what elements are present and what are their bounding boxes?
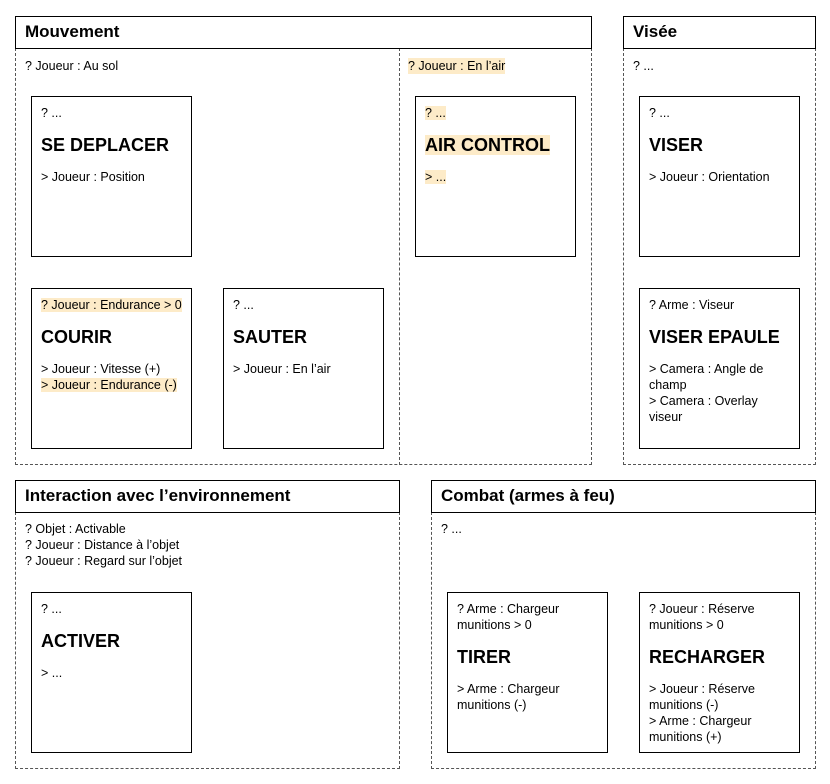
card-effect: > Arme : Chargeur munitions (-) [457, 682, 560, 712]
interaction-conditions [25, 521, 182, 569]
card-effect: > Joueur : Endurance (-) [41, 378, 177, 392]
card-title: SAUTER [233, 327, 308, 347]
card-title: COURIR [41, 327, 112, 347]
card-effect: > Camera : Overlay viseur [649, 394, 758, 424]
visee-header: Visée [623, 16, 816, 49]
card-title: VISER [649, 135, 704, 155]
card-effect: > Camera : Angle de champ [649, 362, 764, 392]
mouvement-header: Mouvement [15, 16, 592, 49]
card-condition: ? ... [233, 298, 254, 312]
card-title: RECHARGER [649, 647, 766, 667]
card-effect: > ... [425, 170, 447, 184]
card-title: VISER EPAULE [649, 327, 780, 347]
card-effect: > Joueur : Orientation [649, 170, 770, 184]
card-tirer[interactable] [447, 592, 608, 753]
card-effect: > Arme : Chargeur munitions (+) [649, 714, 752, 744]
card-activer[interactable] [31, 592, 192, 753]
visee-condition: ? ... [633, 59, 654, 73]
card-effect: > Joueur : Position [41, 170, 145, 184]
card-air-control[interactable] [415, 96, 576, 257]
ground-condition: ? Joueur : Au sol [25, 59, 119, 73]
combat-condition: ? ... [441, 522, 462, 536]
card-sauter[interactable] [223, 288, 384, 449]
interaction-condition: ? Joueur : Distance à l’objet [25, 538, 180, 552]
card-effect: > ... [41, 666, 63, 680]
card-effect: > Joueur : En l’air [233, 362, 331, 376]
combat-header: Combat (armes à feu) [431, 480, 816, 513]
card-condition: ? Arme : Chargeur munitions > 0 [457, 602, 560, 632]
card-condition: ? ... [41, 106, 62, 120]
card-recharger[interactable] [639, 592, 800, 753]
interaction-header: Interaction avec l’environnement [15, 480, 400, 513]
card-effect: > Joueur : Vitesse (+) [41, 362, 161, 376]
card-viser-epaule[interactable] [639, 288, 800, 449]
card-condition: ? Joueur : Endurance > 0 [41, 298, 182, 312]
card-condition: ? ... [41, 602, 62, 616]
air-condition: ? Joueur : En l’air [408, 59, 506, 73]
card-se-deplacer[interactable] [31, 96, 192, 257]
card-title: ACTIVER [41, 631, 121, 651]
card-courir[interactable] [31, 288, 192, 449]
card-title: SE DEPLACER [41, 135, 170, 155]
card-title: AIR CONTROL [425, 135, 550, 155]
card-condition: ? Arme : Viseur [649, 298, 735, 312]
interaction-condition: ? Joueur : Regard sur l’objet [25, 554, 183, 568]
card-condition: ? ... [649, 106, 670, 120]
card-viser[interactable] [639, 96, 800, 257]
card-effect: > Joueur : Réserve munitions (-) [649, 682, 755, 712]
mouvement-divider [399, 48, 400, 465]
card-condition: ? Joueur : Réserve munitions > 0 [649, 602, 755, 632]
card-condition: ? ... [425, 106, 446, 120]
interaction-condition: ? Objet : Activable [25, 522, 126, 536]
card-title: TIRER [457, 647, 511, 667]
